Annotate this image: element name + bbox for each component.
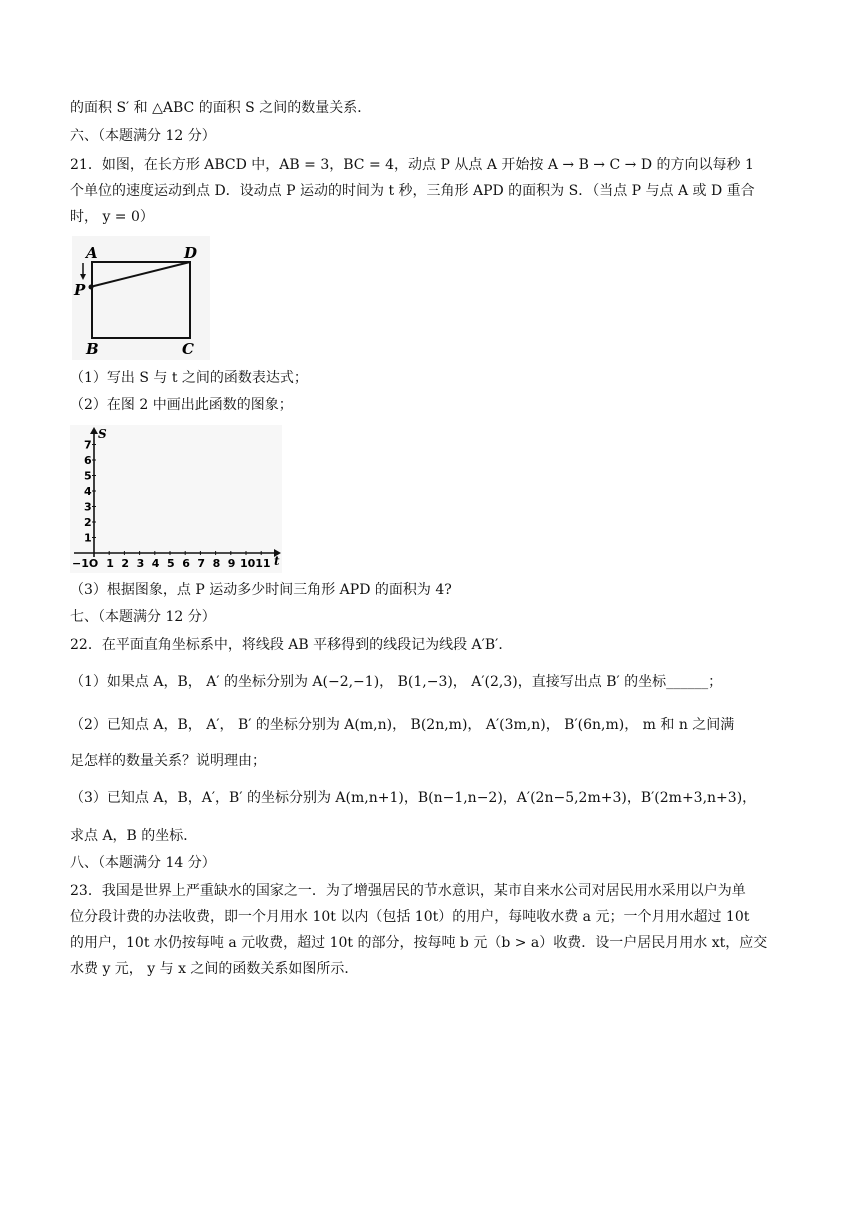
x-tick-label: 9 [227,557,236,570]
text-line-l5: 时， y = 0） [70,209,154,225]
arrowhead-icon [80,274,86,280]
text-line-l12: （2）已知点 A，B， A′， B′ 的坐标分别为 A(m,n)， B(2n,m)， A′(3m,n)， B′(6n,m)， m 和 n 之间满 [70,717,735,733]
text-line-l3: 21．如图，在长方形 ABCD 中，AB = 3，BC = 4，动点 P 从点 A 开始按 A → B → C → D 的方向以每秒 1 [70,157,754,173]
coordinate-axes-figure [70,425,282,573]
label-b: B [86,340,99,358]
text-line-l16: 八、（本题满分 14 分） [70,855,216,871]
text-line-l9: 七、（本题满分 12 分） [70,609,216,625]
x-tick-label: 11 [255,557,271,570]
text-line-l1: 的面积 S′ 和 △ABC 的面积 S 之间的数量关系． [70,100,372,116]
label-a: A [86,244,98,262]
x-tick-label: 4 [151,557,160,570]
x-tick-label: 1 [106,557,114,570]
label-p: P [74,281,86,299]
text-line-l14: （3）已知点 A，B，A′，B′ 的坐标分别为 A(m,n+1)，B(n−1,n−2)，A′(2n−5,2m+3)，B′(2m+3,n+3)， [70,790,757,806]
point-p [89,285,94,290]
y-tick-label: 6 [84,454,92,467]
x-tick-label: 8 [212,557,221,570]
text-line-l18: 位分段计费的办法收费，即一个月用水 10t 以内（包括 10t）的用户，每吨收水费 a 元；一个月用水超过 10t [70,909,750,925]
y-tick-label: 7 [84,438,92,452]
text-line-l6: （1）写出 S 与 t 之间的函数表达式； [70,370,308,386]
label-c: C [182,340,194,358]
text-line-l19: 的用户，10t 水仍按每吨 a 元收费，超过 10t 的部分，按每吨 b 元（b > a）收费．设一户居民月用水 xt，应交 [70,935,768,951]
y-tick-label: 5 [84,469,92,483]
label-d: D [184,244,198,262]
x-tick-label: 2 [121,557,130,570]
text-line-l17: 23．我国是世界上严重缺水的国家之一．为了增强居民的节水意识，某市自来水公司对居民用水采用以户为单 [70,883,746,899]
text-line-l10: 22．在平面直角坐标系中，将线段 AB 平移得到的线段记为线段 A′B′． [70,637,513,653]
y-tick-label: 1 [84,531,92,545]
text-line-l7: （2）在图 2 中画出此函数的图象； [70,397,293,413]
x-tick-label: 10 [240,557,256,570]
x-tick-label: 7 [197,557,206,570]
text-line-l8: （3）根据图象，点 P 运动多少时间三角形 APD 的面积为 4? [70,582,452,598]
y-tick-label: 4 [84,485,92,498]
x-tick-label: 6 [182,557,190,570]
text-line-l2: 六、（本题满分 12 分） [70,128,216,144]
rectangle-figure [72,236,210,360]
y-tick-label: 2 [84,516,92,529]
s-axis-label: S [98,427,107,441]
origin-label: −1O [72,557,99,570]
x-tick-label: 5 [167,557,175,570]
segment-pd [90,262,190,287]
text-line-l4: 个单位的速度运动到点 D．设动点 P 运动的时间为 t 秒，三角形 APD 的面积为 S．（当点 P 与点 A 或 D 重合 [70,183,755,199]
s-axis-arrow-icon [90,427,98,434]
text-line-l20: 水费 y 元， y 与 x 之间的函数关系如图所示． [70,961,359,977]
t-axis-label: t [274,554,280,568]
y-tick-label: 3 [84,500,92,514]
text-line-l15: 求点 A，B 的坐标． [70,828,198,844]
x-tick-label: 3 [136,557,145,570]
text-line-l13: 足怎样的数量关系？说明理由； [70,753,266,769]
text-line-l11: （1）如果点 A，B， A′ 的坐标分别为 A(−2,−1)， B(1,−3)， A′(2,3)，直接写出点 B′ 的坐标______； [70,674,723,690]
